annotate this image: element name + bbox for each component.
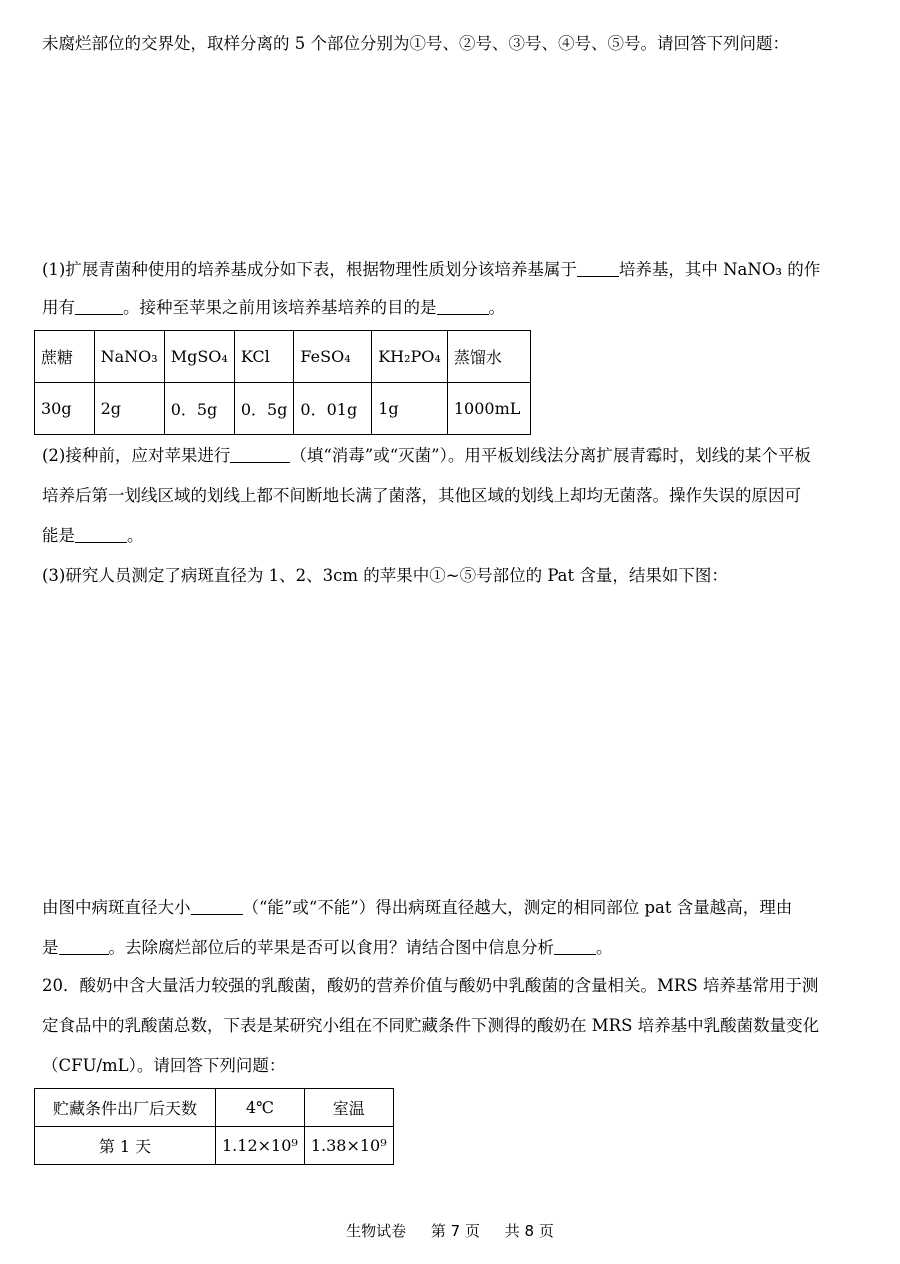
table-header-cell: KCl — [234, 331, 294, 383]
question-2-line-3: 能是 。 — [42, 526, 144, 545]
question-3-line-2: 由图中病斑直径大小 （“能”或“不能”）得出病斑直径越大，测定的相同部位 pat 含量越高，理由 — [42, 898, 793, 917]
table-header-cell: 4℃ — [216, 1089, 305, 1127]
answer-blank[interactable] — [577, 260, 619, 277]
question-3-line-3: 是 。去除腐烂部位后的苹果是否可以食用？请结合图中信息分析 。 — [42, 938, 613, 957]
table-row — [35, 1089, 394, 1127]
table-cell: 1g — [372, 383, 448, 435]
answer-blank[interactable] — [554, 938, 596, 955]
lactobacillus-count-table — [34, 1088, 394, 1165]
footer-subject: 生物试卷 — [346, 1222, 407, 1240]
table-cell: 1.12×10⁹ — [216, 1127, 305, 1165]
table-cell: 0．5g — [234, 383, 294, 435]
answer-blank[interactable] — [75, 298, 123, 315]
table-cell: 第 1 天 — [35, 1127, 216, 1165]
question-1-line-2: 用有 。接种至苹果之前用该培养基培养的目的是 。 — [42, 298, 505, 317]
answer-blank[interactable] — [75, 526, 127, 543]
table-row — [35, 383, 531, 435]
answer-blank[interactable] — [59, 938, 109, 955]
table-header-cell: 蔗糖 — [35, 331, 95, 383]
question-20-line-1: 20．酸奶中含大量活力较强的乳酸菌，酸奶的营养价值与酸奶中乳酸菌的含量相关。MRS 培养基常用于测 — [42, 976, 819, 995]
table-header-cell: 蒸馏水 — [447, 331, 531, 383]
table-header-cell: MgSO₄ — [164, 331, 234, 383]
answer-blank[interactable] — [437, 298, 489, 315]
table-header-cell: FeSO₄ — [294, 331, 372, 383]
table-cell: 0．5g — [164, 383, 234, 435]
table-row — [35, 1127, 394, 1165]
footer-page-number: 第 7 页 — [430, 1222, 480, 1240]
table-header-cell: KH₂PO₄ — [372, 331, 448, 383]
intro-text: 未腐烂部位的交界处，取样分离的 5 个部位分别为①号、②号、③号、④号、⑤号。请回答下列问题： — [42, 34, 789, 53]
question-2-line-2: 培养后第一划线区域的划线上都不间断地长满了菌落，其他区域的划线上却均无菌落。操作失误的原因可 — [42, 486, 801, 505]
table-cell: 30g — [35, 383, 95, 435]
footer-total-pages: 共 8 页 — [504, 1222, 554, 1240]
table-cell: 1000mL — [447, 383, 531, 435]
answer-blank[interactable] — [191, 898, 243, 915]
question-2-line-1: (2)接种前，应对苹果进行 （填“消毒”或“灭菌”）。用平板划线法分离扩展青霉时，划线的某个平板 — [42, 446, 811, 465]
answer-blank[interactable] — [230, 446, 290, 463]
medium-composition-table — [34, 330, 531, 435]
table-cell: 0．01g — [294, 383, 372, 435]
question-20-line-2: 定食品中的乳酸菌总数，下表是某研究小组在不同贮藏条件下测得的酸奶在 MRS 培养基中乳酸菌数量变化 — [42, 1016, 820, 1035]
table-row — [35, 331, 531, 383]
table-header-cell: 贮藏条件出厂后天数 — [35, 1089, 216, 1127]
table-cell: 2g — [94, 383, 164, 435]
table-cell: 1.38×10⁹ — [304, 1127, 393, 1165]
question-1-line-1: (1)扩展青菌种使用的培养基成分如下表，根据物理性质划分该培养基属于 培养基，其中 NaNO₃ 的作 — [42, 260, 821, 279]
question-20-line-3: （CFU/mL）。请回答下列问题： — [42, 1056, 286, 1075]
page-footer — [0, 1220, 900, 1241]
question-3-line-1: (3)研究人员测定了病斑直径为 1、2、3cm 的苹果中①~⑤号部位的 Pat 含量，结果如下图： — [42, 566, 728, 585]
table-header-cell: 室温 — [304, 1089, 393, 1127]
table-header-cell: NaNO₃ — [94, 331, 164, 383]
